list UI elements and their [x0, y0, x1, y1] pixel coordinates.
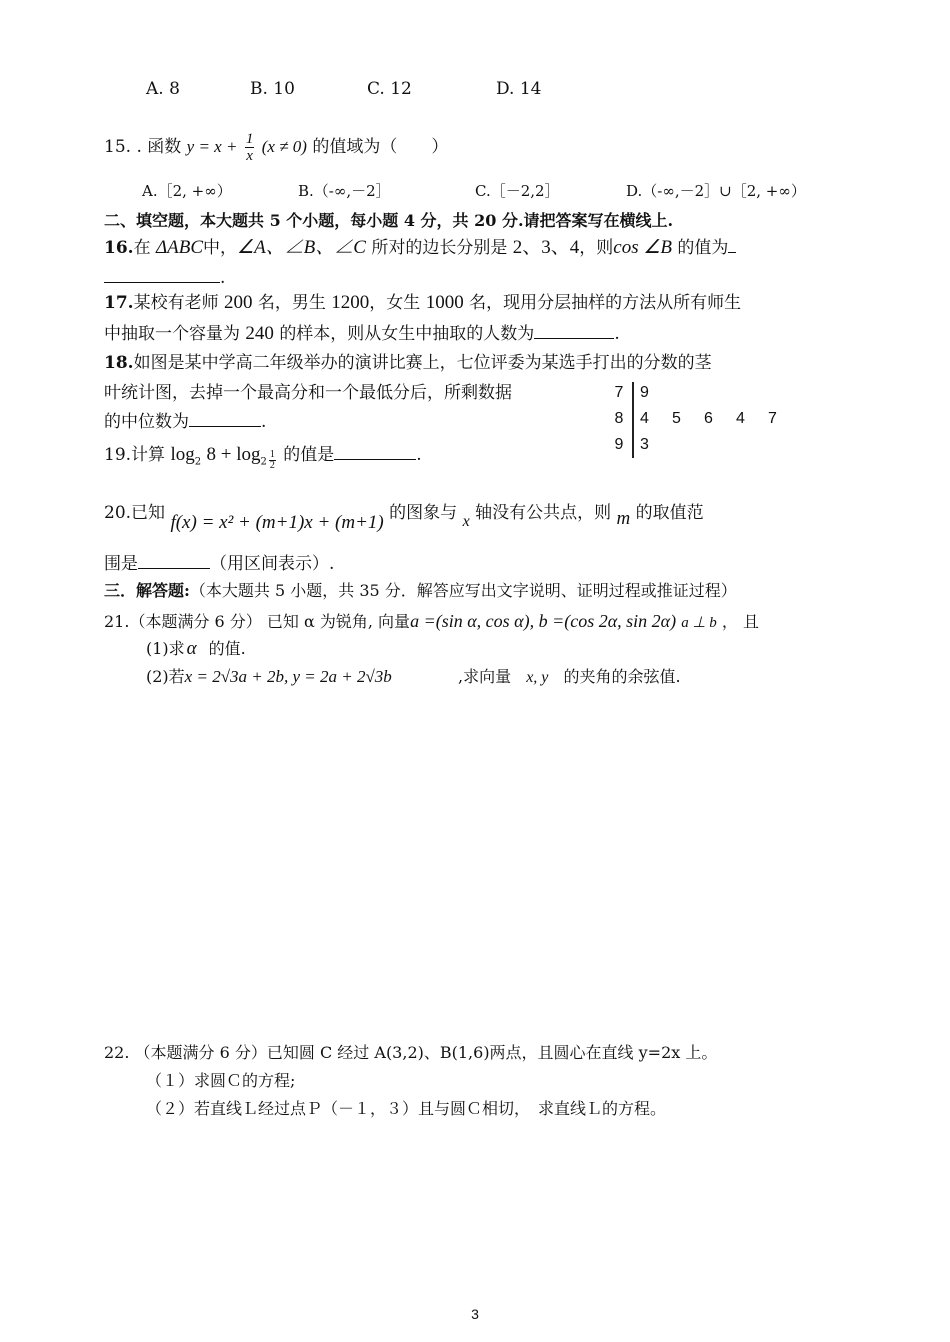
- q22-sub2: （２）若直线Ｌ经过点Ｐ（－１，３）且与圆Ｃ相切， 求直线Ｌ的方程。: [146, 1099, 667, 1118]
- q21-sub2-a: (2)若: [146, 667, 185, 686]
- q20-var-x: x: [462, 513, 470, 530]
- q17-boys: 1200: [331, 292, 370, 313]
- q17-line2: [104, 322, 620, 345]
- q17-sample: 240: [245, 323, 274, 344]
- q16-sides: 2、3、4: [512, 237, 580, 258]
- q14-option-d: D. 14: [496, 79, 542, 99]
- q21-sub2-expr: x = 2√3a + 2b, y = 2a + 2√3b: [184, 667, 392, 686]
- q19-number: 19.: [104, 445, 132, 465]
- q21-alpha: α: [186, 638, 197, 659]
- q17-end: .: [614, 324, 620, 344]
- q20-text-2: 的图象与: [389, 503, 458, 523]
- q15-tail: 的值域为（ ）: [312, 137, 449, 157]
- q20-text-1: 已知: [131, 503, 166, 523]
- q20-text-3: 轴没有公共点，则: [475, 503, 612, 523]
- q19-frac-den: 2: [269, 460, 275, 471]
- q19-tail: 的值是: [283, 445, 335, 465]
- leaf-value: 3: [640, 436, 649, 453]
- q19-fraction: [269, 450, 276, 471]
- section3-desc: （本大题共 5 小题，共 35 分．解答应写出文字说明、证明过程或推证过程）: [189, 581, 737, 600]
- q15-option-d: D.（-∞,－2］∪［2, +∞）: [626, 182, 806, 200]
- leaf-value: 4: [736, 410, 745, 427]
- q16-number: 16.: [104, 238, 134, 258]
- q16-part4: ，则: [579, 238, 614, 258]
- q18-line2: 叶统计图，去掉一个最高分和一个最低分后，所剩数据: [104, 383, 512, 403]
- q17-teachers: 200: [223, 292, 253, 313]
- q22-sub1: （１）求圆Ｃ的方程;: [146, 1071, 296, 1090]
- q21-intro: 21.（本题满分 6 分） 已知 α 为锐角,: [104, 612, 373, 631]
- q16-triangle: ΔABC: [155, 237, 204, 258]
- section2-header: 二、填空题，本大题共 5 个小题，每小题 4 分，共 20 分.请把答案写在横线上.: [104, 211, 674, 230]
- q20-line2: [104, 552, 334, 575]
- q15-stem: [104, 130, 448, 164]
- q17-text-c: ，女生: [369, 293, 421, 313]
- q19-line: [104, 440, 422, 477]
- q14-option-c: C. 12: [367, 79, 412, 99]
- q19-answer-blank[interactable]: [334, 443, 416, 460]
- q18-text-3: 的中位数为: [104, 412, 189, 432]
- q20-answer-blank[interactable]: [138, 552, 210, 569]
- q17-text-b: 名，男生: [257, 293, 326, 313]
- stem-value: 9: [614, 436, 624, 453]
- q20-text-5: 围是: [104, 554, 138, 574]
- q19-arg-a: 8 + log: [206, 444, 261, 465]
- section3-header: [104, 580, 737, 602]
- q20-text-6: （用区间表示）.: [210, 554, 335, 574]
- q16-line1: [104, 236, 736, 259]
- q22-intro: 22. （本题满分 6 分）已知圆 C 经过 A(3,2)、B(1,6)两点，且圆心在直线 y=2x 上。: [104, 1043, 718, 1062]
- q21-sub2-b: ,求向量: [458, 667, 512, 686]
- q19-end: .: [416, 445, 422, 465]
- stem-divider: [632, 382, 634, 458]
- q17-number: 17.: [104, 293, 134, 313]
- q21-line1: [104, 610, 759, 634]
- q18-end: .: [261, 412, 267, 432]
- q21-sub1-a: (1)求: [146, 639, 185, 658]
- stem-value: 8: [614, 410, 624, 427]
- q20-number: 20.: [104, 503, 132, 523]
- q20-line1: [104, 498, 704, 533]
- q14-option-b: B. 10: [250, 79, 295, 99]
- leaf-value: 6: [704, 410, 713, 427]
- q18-text-1: 如图是某中学高二年级举办的演讲比赛上，七位评委为某选手打出的分数的茎: [133, 353, 712, 373]
- q15-func-prefix: y = x +: [186, 137, 238, 156]
- leaf-value: 9: [640, 384, 649, 401]
- q19-frac-num: 1: [269, 449, 275, 460]
- q19-sub-b: 2: [260, 456, 267, 468]
- q19-log-a: log: [170, 444, 195, 465]
- q21-vector-label: 向量: [378, 612, 411, 631]
- q17-answer-blank[interactable]: [534, 322, 614, 339]
- stem-value: 7: [614, 384, 624, 401]
- q21-sub2-xy: x, y: [526, 669, 549, 686]
- leaf-value: 4: [640, 410, 649, 427]
- q21-sub1: [146, 638, 246, 660]
- q20-text-4: 的取值范: [635, 503, 704, 523]
- q16-part5: 的值为: [677, 238, 729, 258]
- q16-expr: cos ∠B: [613, 237, 672, 258]
- q21-sub1-b: 的值.: [208, 639, 246, 658]
- q18-answer-blank[interactable]: [189, 410, 261, 427]
- q15-option-a: A.［2, +∞）: [142, 182, 232, 200]
- q16-end: .: [220, 268, 226, 288]
- q17-text-a: 某校有老师: [133, 293, 219, 313]
- q17-text-f: 的样本，则从女生中抽取的人数为: [279, 324, 535, 344]
- q16-line2: [104, 266, 225, 289]
- q19-text: 计算: [131, 445, 166, 465]
- q21-perp: a ⊥ b: [681, 615, 717, 631]
- leaf-value: 7: [768, 410, 777, 427]
- leaf-value: 5: [672, 410, 681, 427]
- page-number: 3: [471, 1306, 479, 1322]
- q21-vectors: a =(sin α, cos α), b =(cos 2α, sin 2α): [410, 611, 677, 631]
- q21-sub2-c: 的夹角的余弦值.: [563, 667, 681, 686]
- q15-number: 15. . 函数: [104, 137, 182, 157]
- q15-frac-num: 1: [245, 131, 254, 147]
- q15-frac-den: x: [246, 148, 253, 164]
- q15-option-c: C.［－2,2］: [475, 182, 560, 200]
- section3-title: 三．解答题:: [104, 581, 190, 600]
- q21-sub2: [146, 666, 681, 689]
- q18-line3: [104, 410, 266, 433]
- q16-part3: 所对的边长分别是: [371, 238, 508, 258]
- q17-text-d: 名，现用分层抽样的方法从所有师生: [469, 293, 742, 313]
- q16-part1: 在: [133, 238, 151, 258]
- q16-answer-blank-a[interactable]: [728, 236, 736, 253]
- q18-number: 18.: [104, 353, 134, 373]
- q14-option-a: A. 8: [146, 79, 180, 99]
- q17-text-e: 中抽取一个容量为: [104, 324, 240, 344]
- q16-answer-blank[interactable]: [104, 266, 220, 283]
- q21-tail: ， 且: [721, 612, 759, 631]
- q15-func-suffix: (x ≠ 0): [261, 137, 307, 156]
- q15-fraction: [245, 131, 255, 164]
- q17-girls: 1000: [425, 292, 464, 313]
- q15-option-b: B.（-∞,－2］: [298, 182, 391, 200]
- q16-angles: ∠A、∠B、∠C: [237, 237, 366, 258]
- q20-function: f(x) = x² + (m+1)x + (m+1): [170, 512, 384, 533]
- q18-line1: [104, 352, 712, 374]
- q20-var-m: m: [616, 508, 631, 529]
- q16-part2: 中，: [203, 238, 238, 258]
- q17-line1: [104, 292, 741, 314]
- q19-sub-a: 2: [194, 456, 202, 468]
